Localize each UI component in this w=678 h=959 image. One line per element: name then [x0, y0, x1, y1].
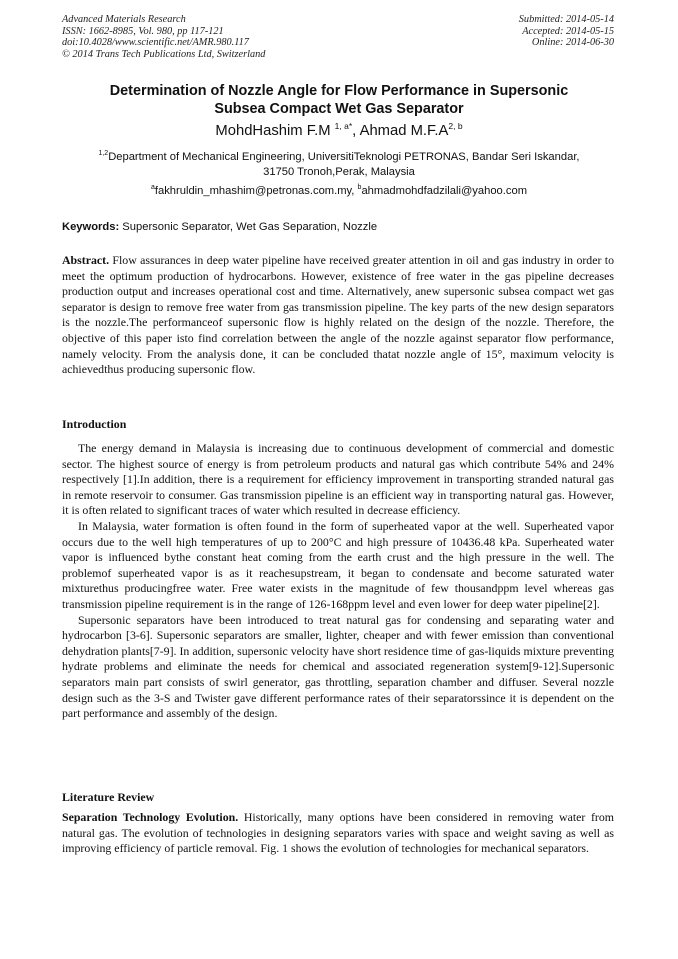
title-line-2: Subsea Compact Wet Gas Separator	[214, 101, 464, 117]
paper-title	[62, 82, 616, 118]
literature-review-section	[62, 810, 614, 857]
affiliation-line-2: 31750 Tronoh,Perak, Malaysia	[263, 166, 415, 178]
affiliation-marker: 1,2	[98, 150, 109, 157]
abstract	[62, 253, 614, 378]
doi: doi:10.4028/www.scientific.net/AMR.980.117	[62, 37, 249, 49]
literature-review-heading: Literature Review	[62, 790, 155, 804]
author-2-marker: 2, b	[448, 121, 463, 131]
intro-paragraph-3: Supersonic separators have been introduced to treat natural gas for condensing and separating water and hydrocarbon [3-6]. Supersonic separators are smaller, lighter, cheaper and with fewer emission than conventional dehydration plants[7-9]. In addition, supersonic velocity have short residence time of gas-liquids mixture preventing hydrate problems and eliminate the needs for chemical and associated regeneration system[9-12].Supersonic separators main part consists of swirl generator, gas throttling, separation chamber and diffuser. Several nozzle design such as the 3-S and Twister gave different performance rates of their separatorssince it is dependent on the part performance and assembly of the design.	[62, 612, 614, 721]
intro-paragraph-2: In Malaysia, water formation is often found in the form of superheated vapor at the well. Superheated vapor occurs due to the well high temperatures of up to 200°C and high pressure of 10436.48 kPa. Superheated water vapor is influenced bythe constant heat coming from the earth crust and the high pressure in the well. The problemof superheated vapor is as it reachesupstream, it began to condensate and become saturated water mixturethus producingfree water. Free water exists in the magnitude of few thousandppm level whereas gas transmission pipeline requirement is in the range of 126-168ppm level and even lower for deep water pipeline[2].	[62, 518, 614, 611]
keywords-text: Supersonic Separator, Wet Gas Separation, Nozzle	[119, 221, 378, 233]
author-emails	[62, 184, 616, 199]
abstract-label: Abstract.	[62, 253, 110, 267]
intro-paragraph-1: The energy demand in Malaysia is increasing due to continuous development of commercial and domestic sector. The highest source of energy is from petroleum products and natural gas which contribute 54% and 24% respectively [1].In addition, there is a requirement for efficiency improvement in transporting stranded natural gas in remote reservoir to consumer. Gas transmission pipeline is an efficient way in transporting natural gas. However, it is often related to significant traces of water which resulted in decrease efficiency.	[62, 441, 614, 518]
email-a: fakhruldin_mhashim@petronas.com.my,	[154, 185, 358, 197]
introduction-heading: Introduction	[62, 417, 127, 431]
lit-subheading: Separation Technology Evolution.	[62, 810, 239, 824]
email-b-marker: b	[357, 184, 362, 191]
publication-dates	[519, 14, 614, 49]
journal-name: Advanced Materials Research	[62, 14, 186, 25]
authors	[62, 121, 616, 141]
lit-paragraph-1: Historically, many options have been considered in removing water from natural gas. The evolution of technologies in designing separators varies with space and weight saving as well as improving efficiency of particle removal. Fig. 1 shows the evolution of technologies for mechanical separators.	[62, 810, 614, 856]
keywords	[62, 220, 616, 235]
email-a-marker: a	[150, 184, 155, 191]
accepted-date: Accepted: 2014-05-15	[522, 25, 614, 37]
online-date: Online: 2014-06-30	[531, 37, 614, 49]
copyright: © 2014 Trans Tech Publications Ltd, Switzerland	[62, 48, 266, 60]
author-separator: ,	[352, 123, 360, 139]
title-line-1: Determination of Nozzle Angle for Flow Performance in Supersonic	[109, 83, 569, 99]
affiliation	[62, 150, 616, 180]
submitted-date: Submitted: 2014-05-14	[518, 14, 614, 25]
author-1: MohdHashim F.M	[215, 123, 331, 139]
email-b: ahmadmohdfadzilali@yahoo.com	[361, 185, 528, 197]
journal-info	[62, 14, 265, 60]
keywords-label: Keywords:	[62, 221, 120, 233]
abstract-text: Flow assurances in deep water pipeline have received greater attention in oil and gas industry in order to meet the optimum production of hydrocarbons. However, existence of free water in the gas pipeline decreases production output and increases operational cost and time. Alternatively, anew supersonic subsea compact wet gas separator is design to remove free water from gas transmission pipeline. The key parts of the new design separators is the nozzle.The performanceof supersonic flow is highly related on the design of the nozzle. Therefore, the objective of this paper isto find correlation between the angle of the nozzle against separator flow performance, namely velocity. From the analysis done, it can be concluded thatat nozzle angle of 15°, maximum velocity is achievedthus producing supersonic flow.	[62, 253, 614, 377]
author-1-marker: 1, a*	[334, 121, 353, 131]
author-2: Ahmad M.F.A	[359, 123, 449, 139]
affiliation-line-1: Department of Mechanical Engineering, UniversitiTeknologi PETRONAS, Bandar Seri Iskandar,	[108, 151, 580, 163]
introduction-section	[62, 441, 614, 722]
issn: ISSN: 1662-8985, Vol. 980, pp 117-121	[62, 25, 224, 37]
